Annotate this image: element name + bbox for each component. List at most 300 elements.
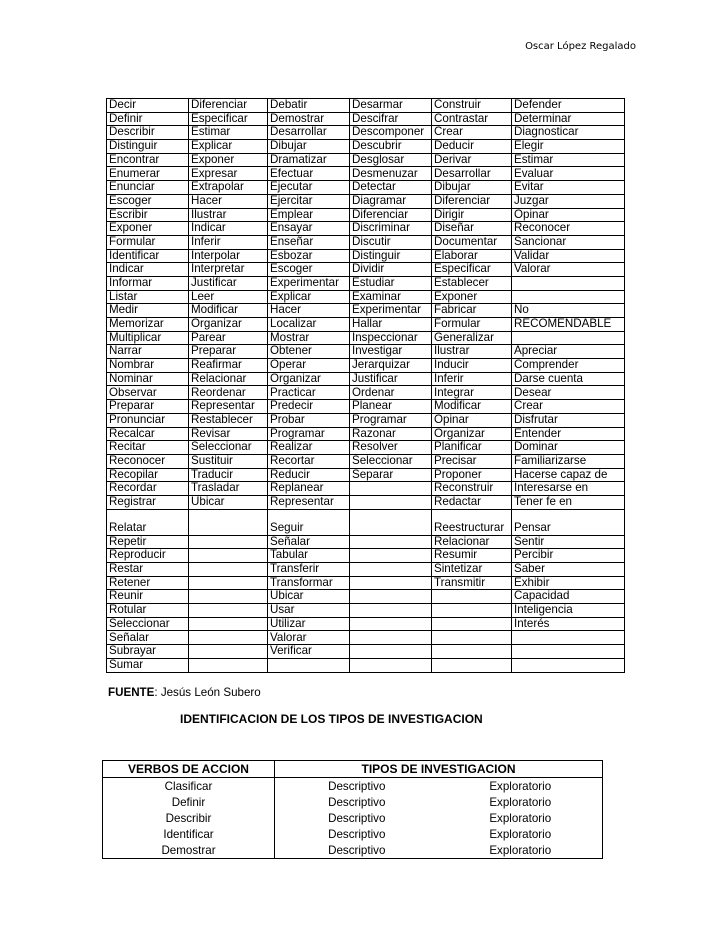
table-cell: Sentir	[512, 535, 625, 549]
table-cell: Verificar	[268, 645, 350, 659]
table-cell: Pronunciar	[107, 413, 189, 427]
type-cell: Exploratorio	[439, 826, 603, 842]
table-cell: Distinguir	[107, 140, 189, 154]
table-row	[107, 590, 625, 604]
table-cell: Recortar	[268, 454, 350, 468]
table-cell: Detectar	[350, 181, 432, 195]
table-cell	[189, 604, 268, 618]
table-cell: Transferir	[268, 563, 350, 577]
table-cell: Escribir	[107, 208, 189, 222]
table-row	[107, 331, 625, 345]
table-cell: Investigar	[350, 345, 432, 359]
table-cell: Diferenciar	[189, 99, 268, 113]
table-cell: Revisar	[189, 427, 268, 441]
table-cell: Generalizar	[432, 331, 512, 345]
table-cell: Enseñar	[268, 235, 350, 249]
table-cell: Exponer	[432, 290, 512, 304]
table-cell: Reconstruir	[432, 482, 512, 496]
table-cell: Comprender	[512, 359, 625, 373]
verb-cell: Identificar	[103, 826, 275, 842]
table-row	[107, 304, 625, 318]
table-cell: Parear	[189, 331, 268, 345]
table-cell: Validar	[512, 249, 625, 263]
table-cell: Interpretar	[189, 263, 268, 277]
table-cell: Exhibir	[512, 576, 625, 590]
verb-cell: Describir	[103, 810, 275, 826]
table-cell: Utilizar	[268, 617, 350, 631]
table-cell: Probar	[268, 413, 350, 427]
table-cell: Exponer	[189, 153, 268, 167]
table-cell: Transformar	[268, 576, 350, 590]
table-cell: Dibujar	[268, 140, 350, 154]
table-row	[107, 99, 625, 113]
table-cell: Enumerar	[107, 167, 189, 181]
table-cell: Desear	[512, 386, 625, 400]
table-cell: Percibir	[512, 549, 625, 563]
table-cell: Desarmar	[350, 99, 432, 113]
table-cell: Desmenuzar	[350, 167, 432, 181]
table-row	[107, 509, 625, 535]
table-cell	[432, 590, 512, 604]
table-cell: Obtener	[268, 345, 350, 359]
table-row	[107, 153, 625, 167]
table-cell: Reducir	[268, 468, 350, 482]
table-cell: Repetir	[107, 535, 189, 549]
table-cell: Establecer	[432, 276, 512, 290]
table-cell: Esbozar	[268, 249, 350, 263]
table-row	[107, 194, 625, 208]
table-cell: Estudiar	[350, 276, 432, 290]
table-cell: Leer	[189, 290, 268, 304]
table-cell	[350, 509, 432, 535]
table-cell: Indicar	[189, 222, 268, 236]
verb-cell: Definir	[103, 794, 275, 810]
table-cell	[350, 576, 432, 590]
table-row	[107, 372, 625, 386]
table-cell: Resolver	[350, 441, 432, 455]
table-cell: Inferir	[432, 372, 512, 386]
table-row	[107, 631, 625, 645]
type-cell: Exploratorio	[439, 842, 603, 859]
type-cell: Descriptivo	[275, 826, 439, 842]
table-cell: Mostrar	[268, 331, 350, 345]
table-cell: Ejercitar	[268, 194, 350, 208]
table-row	[107, 208, 625, 222]
table-cell: Especificar	[189, 112, 268, 126]
table-cell	[189, 535, 268, 549]
table-cell: Modificar	[189, 304, 268, 318]
table-cell: Restablecer	[189, 413, 268, 427]
table-cell: Relacionar	[432, 535, 512, 549]
table-cell	[512, 658, 625, 672]
table-cell: Diferenciar	[432, 194, 512, 208]
table-cell: Preparar	[107, 400, 189, 414]
table-cell: Transmitir	[432, 576, 512, 590]
table-cell: Diseñar	[432, 222, 512, 236]
table-cell: Relatar	[107, 509, 189, 535]
table-cell: Sustituir	[189, 454, 268, 468]
table-cell: Describir	[107, 126, 189, 140]
table-cell: Seguir	[268, 509, 350, 535]
table-cell: Ilustrar	[432, 345, 512, 359]
table-cell: Seleccionar	[350, 454, 432, 468]
table-cell: Evitar	[512, 181, 625, 195]
table-row	[103, 842, 603, 859]
table-row	[103, 826, 603, 842]
table-cell: Recopilar	[107, 468, 189, 482]
table-cell: Encontrar	[107, 153, 189, 167]
table-cell: Resumir	[432, 549, 512, 563]
table-cell: Listar	[107, 290, 189, 304]
table-cell: Planear	[350, 400, 432, 414]
header-action-verbs: VERBOS DE ACCION	[103, 761, 275, 778]
table-cell: Hallar	[350, 318, 432, 332]
table-cell: Recordar	[107, 482, 189, 496]
table-row	[107, 645, 625, 659]
table-cell: Crear	[512, 400, 625, 414]
table-row	[107, 535, 625, 549]
table-cell	[189, 590, 268, 604]
table-cell: Trasladar	[189, 482, 268, 496]
table-cell	[350, 563, 432, 577]
table-cell: Dirigir	[432, 208, 512, 222]
table-cell: Jerarquizar	[350, 359, 432, 373]
table-cell: Estimar	[189, 126, 268, 140]
table-cell: Saber	[512, 563, 625, 577]
table-cell: Especificar	[432, 263, 512, 277]
table-cell: Fabricar	[432, 304, 512, 318]
table-cell	[512, 645, 625, 659]
table-cell	[350, 631, 432, 645]
table-cell: Multiplicar	[107, 331, 189, 345]
table-cell: Integrar	[432, 386, 512, 400]
table-cell: Inspeccionar	[350, 331, 432, 345]
table-row	[107, 386, 625, 400]
header-research-types: TIPOS DE INVESTIGACION	[275, 761, 603, 778]
source-label: FUENTE	[108, 686, 155, 699]
table-cell: Examinar	[350, 290, 432, 304]
table-cell: Dominar	[512, 441, 625, 455]
table-cell	[189, 658, 268, 672]
table-cell: Ubicar	[268, 590, 350, 604]
table-cell: Predecir	[268, 400, 350, 414]
type-cell: Exploratorio	[439, 778, 603, 795]
table-cell: Retener	[107, 576, 189, 590]
table-cell: Ejecutar	[268, 181, 350, 195]
table-cell: Reproducir	[107, 549, 189, 563]
table-row	[107, 604, 625, 618]
table-cell: Desarrollar	[268, 126, 350, 140]
table-cell: Apreciar	[512, 345, 625, 359]
table-cell	[350, 535, 432, 549]
table-row	[107, 495, 625, 509]
table-row	[107, 290, 625, 304]
table-cell: Dividir	[350, 263, 432, 277]
table-cell: Capacidad	[512, 590, 625, 604]
table-cell: Operar	[268, 359, 350, 373]
table-cell: Restar	[107, 563, 189, 577]
table-cell	[432, 645, 512, 659]
table-cell	[350, 549, 432, 563]
table-cell: Sumar	[107, 658, 189, 672]
table-row	[107, 468, 625, 482]
table-cell: Disfrutar	[512, 413, 625, 427]
table-cell: Escoger	[268, 263, 350, 277]
table-cell: Memorizar	[107, 318, 189, 332]
table-cell: Diagnosticar	[512, 126, 625, 140]
table-cell: Justificar	[189, 276, 268, 290]
table-cell: Recalcar	[107, 427, 189, 441]
table-cell: Hacerse capaz de	[512, 468, 625, 482]
table-cell: Replanear	[268, 482, 350, 496]
table-cell: Preparar	[189, 345, 268, 359]
table-cell: Registrar	[107, 495, 189, 509]
table-cell: Formular	[432, 318, 512, 332]
table-cell: Determinar	[512, 112, 625, 126]
table-cell: Valorar	[512, 263, 625, 277]
table-row	[107, 345, 625, 359]
table-cell	[189, 563, 268, 577]
table-cell: Proponer	[432, 468, 512, 482]
table-row	[107, 263, 625, 277]
table-cell	[512, 276, 625, 290]
table-row	[107, 427, 625, 441]
table-cell: Usar	[268, 604, 350, 618]
table-cell: Juzgar	[512, 194, 625, 208]
table-cell	[432, 658, 512, 672]
table-cell: Reestructurar	[432, 509, 512, 535]
table-cell	[350, 604, 432, 618]
table-cell	[350, 617, 432, 631]
table-cell	[189, 509, 268, 535]
table-cell	[350, 645, 432, 659]
table-cell: Familiarizarse	[512, 454, 625, 468]
table-row	[107, 617, 625, 631]
table-cell: Escoger	[107, 194, 189, 208]
table-cell: Tener fe en	[512, 495, 625, 509]
table-cell: Sintetizar	[432, 563, 512, 577]
table-cell: Reconocer	[512, 222, 625, 236]
table-cell: Ordenar	[350, 386, 432, 400]
table-cell	[512, 331, 625, 345]
table-cell: Organizar	[432, 427, 512, 441]
table-cell: Emplear	[268, 208, 350, 222]
table-cell	[189, 617, 268, 631]
table-cell: Realizar	[268, 441, 350, 455]
table-row	[107, 112, 625, 126]
table-cell: Relacionar	[189, 372, 268, 386]
table-cell: Discriminar	[350, 222, 432, 236]
table-cell: Explicar	[189, 140, 268, 154]
table-cell: Precisar	[432, 454, 512, 468]
table-cell: Programar	[268, 427, 350, 441]
table-row	[107, 276, 625, 290]
table-cell: Estimar	[512, 153, 625, 167]
table-cell: Subrayar	[107, 645, 189, 659]
table-row	[107, 576, 625, 590]
table-cell: Distinguir	[350, 249, 432, 263]
table-cell: Efectuar	[268, 167, 350, 181]
table-cell: Experimentar	[268, 276, 350, 290]
table-cell: Enunciar	[107, 181, 189, 195]
table-row	[107, 318, 625, 332]
verb-cell: Clasificar	[103, 778, 275, 795]
table-row	[107, 454, 625, 468]
table-cell: Desglosar	[350, 153, 432, 167]
table-cell: Separar	[350, 468, 432, 482]
verb-cell: Demostrar	[103, 842, 275, 859]
table-cell: Documentar	[432, 235, 512, 249]
type-cell: Exploratorio	[439, 810, 603, 826]
table-cell: Identificar	[107, 249, 189, 263]
table-cell: Descubrir	[350, 140, 432, 154]
table-cell: Observar	[107, 386, 189, 400]
table-cell: Dibujar	[432, 181, 512, 195]
table-cell: Ensayar	[268, 222, 350, 236]
table-row	[107, 249, 625, 263]
table-row	[107, 482, 625, 496]
table-cell: Inferir	[189, 235, 268, 249]
table-cell: Demostrar	[268, 112, 350, 126]
table-cell: Interés	[512, 617, 625, 631]
table-cell: Darse cuenta	[512, 372, 625, 386]
table-cell: Justificar	[350, 372, 432, 386]
table-cell: Explicar	[268, 290, 350, 304]
table-cell: Programar	[350, 413, 432, 427]
table-cell: Sancionar	[512, 235, 625, 249]
table-row	[107, 181, 625, 195]
table-cell	[432, 631, 512, 645]
table-cell: Entender	[512, 427, 625, 441]
table-cell: Derivar	[432, 153, 512, 167]
table-cell: Practicar	[268, 386, 350, 400]
table-cell: Defender	[512, 99, 625, 113]
table-cell: Inteligencia	[512, 604, 625, 618]
table-cell: Debatir	[268, 99, 350, 113]
type-cell: Exploratorio	[439, 794, 603, 810]
table-cell: Experimentar	[350, 304, 432, 318]
table-cell: Elegir	[512, 140, 625, 154]
action-verbs-table	[106, 98, 625, 673]
table-cell: RECOMENDABLE	[512, 318, 625, 332]
table-cell	[189, 576, 268, 590]
table-cell	[268, 658, 350, 672]
table-cell: Localizar	[268, 318, 350, 332]
table-cell: Recitar	[107, 441, 189, 455]
table-cell: Evaluar	[512, 167, 625, 181]
table-cell: Ilustrar	[189, 208, 268, 222]
source-note	[108, 686, 261, 699]
type-cell: Descriptivo	[275, 794, 439, 810]
table-cell: Construir	[432, 99, 512, 113]
table-cell	[350, 495, 432, 509]
table-cell	[432, 604, 512, 618]
table-row	[103, 810, 603, 826]
type-cell: Descriptivo	[275, 778, 439, 795]
table-cell: Hacer	[268, 304, 350, 318]
table-cell	[189, 645, 268, 659]
table-cell: Opinar	[512, 208, 625, 222]
table-cell: Deducir	[432, 140, 512, 154]
table-cell: Representar	[189, 400, 268, 414]
table-cell: Crear	[432, 126, 512, 140]
table-cell: Extrapolar	[189, 181, 268, 195]
table-cell: Formular	[107, 235, 189, 249]
table-cell: Razonar	[350, 427, 432, 441]
page-header-author: Oscar López Regalado	[525, 41, 636, 52]
table-cell: Desarrollar	[432, 167, 512, 181]
table-cell: Rotular	[107, 604, 189, 618]
table-row	[107, 658, 625, 672]
table-cell: Exponer	[107, 222, 189, 236]
table-cell: Redactar	[432, 495, 512, 509]
table-cell: Valorar	[268, 631, 350, 645]
table-cell	[432, 617, 512, 631]
table-cell: Traducir	[189, 468, 268, 482]
table-cell: Diagramar	[350, 194, 432, 208]
table-cell: Medir	[107, 304, 189, 318]
type-cell: Descriptivo	[275, 842, 439, 859]
table-row	[107, 222, 625, 236]
table-cell: Pensar	[512, 509, 625, 535]
table-cell: Representar	[268, 495, 350, 509]
table-cell: Organizar	[189, 318, 268, 332]
table-cell: Reafirmar	[189, 359, 268, 373]
table-cell: Expresar	[189, 167, 268, 181]
table-cell	[350, 482, 432, 496]
table-cell	[350, 590, 432, 604]
table-cell: Seleccionar	[189, 441, 268, 455]
table-cell: Tabular	[268, 549, 350, 563]
table-row	[107, 413, 625, 427]
table-row	[107, 563, 625, 577]
table-cell: Informar	[107, 276, 189, 290]
table-row	[107, 235, 625, 249]
table-cell: Decir	[107, 99, 189, 113]
table-cell: Contrastar	[432, 112, 512, 126]
table-cell: Reordenar	[189, 386, 268, 400]
table-cell	[512, 631, 625, 645]
table-cell: No	[512, 304, 625, 318]
table-cell: Narrar	[107, 345, 189, 359]
table-row	[107, 126, 625, 140]
table-cell: Planificar	[432, 441, 512, 455]
type-cell: Descriptivo	[275, 810, 439, 826]
research-types-table	[102, 760, 603, 859]
table-cell: Modificar	[432, 400, 512, 414]
table-row	[107, 140, 625, 154]
table-row	[103, 794, 603, 810]
table-cell: Dramatizar	[268, 153, 350, 167]
table-cell: Elaborar	[432, 249, 512, 263]
table-cell: Indicar	[107, 263, 189, 277]
table-cell	[189, 631, 268, 645]
table-cell: Reunir	[107, 590, 189, 604]
table-cell: Descomponer	[350, 126, 432, 140]
table-cell: Seleccionar	[107, 617, 189, 631]
table-cell: Discutir	[350, 235, 432, 249]
table-cell: Opinar	[432, 413, 512, 427]
table-row	[107, 359, 625, 373]
source-text: : Jesús León Subero	[154, 686, 261, 699]
table-row	[107, 167, 625, 181]
table-row	[107, 549, 625, 563]
table-cell: Interesarse en	[512, 482, 625, 496]
table-cell: Señalar	[268, 535, 350, 549]
table-row	[107, 400, 625, 414]
table-cell: Organizar	[268, 372, 350, 386]
table-cell: Descifrar	[350, 112, 432, 126]
